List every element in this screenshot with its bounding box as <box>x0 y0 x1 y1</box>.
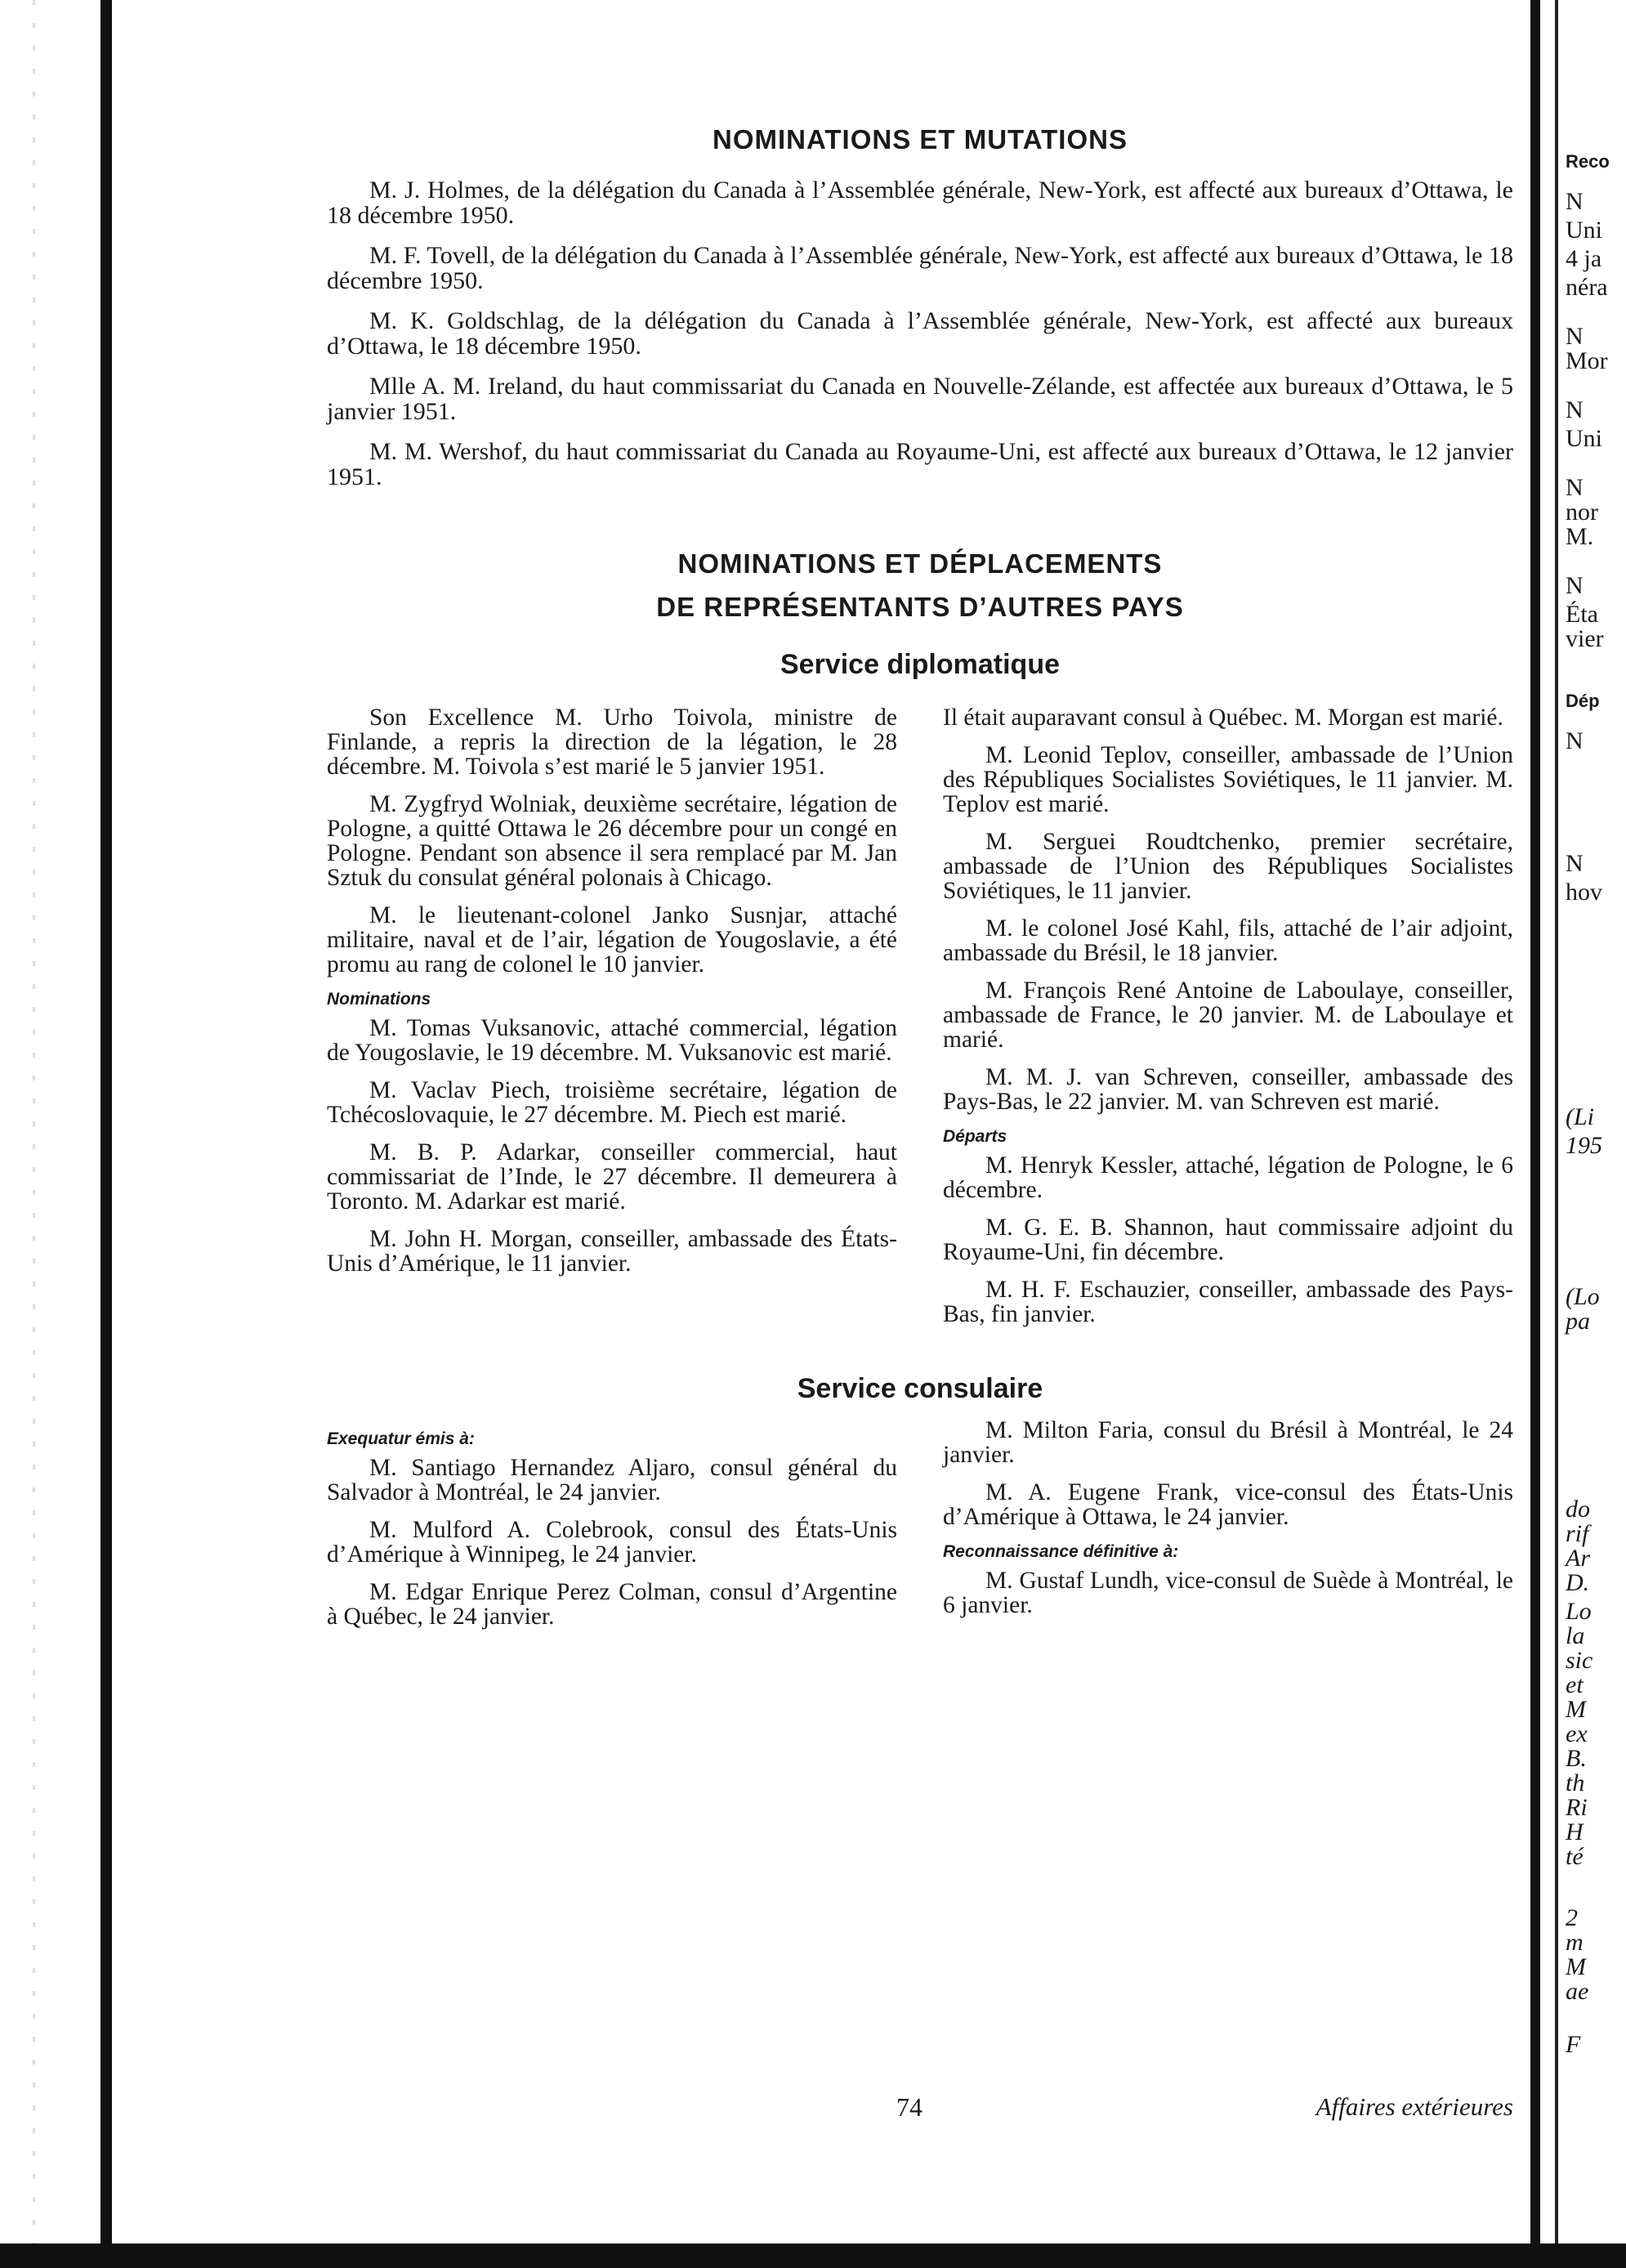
nomination-item: M. Serguei Roudtchenko, premier secrétaire, ambassade de l’Union des Républiques Socialistes Soviétiques, le 11 janvier. <box>943 828 1513 904</box>
adjacent-page-fragment: Mor <box>1566 347 1608 374</box>
mutation-paragraph: Mlle A. M. Ireland, du haut commissariat du Canada en Nouvelle-Zélande, est affectée aux bureaux d’Ottawa, le 5 janvier 1951. <box>327 372 1513 425</box>
subtitle-service-diplomatique: Service diplomatique <box>780 648 1060 680</box>
adjacent-page-fragment: N <box>1566 850 1584 877</box>
mutation-paragraph: M. J. Holmes, de la délégation du Canada à l’Assemblée générale, New-York, est affecté aux bureaux d’Ottawa, le 18 décembre 1950. <box>327 176 1513 229</box>
adjacent-page-fragment: N <box>1566 323 1584 350</box>
reconnaissance-item: M. Gustaf Lundh, vice-consul de Suède à Montréal, le 6 janvier. <box>943 1568 1513 1619</box>
binding-shadow-left <box>101 0 112 2268</box>
adjacent-page-fragment: N <box>1566 396 1584 423</box>
adjacent-page-fragment: B. <box>1566 1745 1587 1772</box>
section-title-nominations-mutations: NOMINATIONS ET MUTATIONS <box>712 124 1128 154</box>
nomination-item: M. John H. Morgan, conseiller, ambassade des États-Unis d’Amérique, le 11 janvier. <box>327 1225 897 1277</box>
adjacent-page-fragment: hov <box>1566 879 1602 906</box>
adjacent-page-fragment: 4 ja <box>1566 245 1602 272</box>
adjacent-page-fragment: Ri <box>1566 1794 1588 1821</box>
exequatur-item: M. Milton Faria, consul du Brésil à Montréal, le 24 janvier. <box>943 1417 1513 1469</box>
nomination-item: M. B. P. Adarkar, conseiller commercial, haut commissariat de l’Inde, le 27 décembre. Il demeurera à Toronto. M. Adarkar est marié. <box>327 1138 897 1215</box>
mutation-paragraph: M. K. Goldschlag, de la délégation du Canada à l’Assemblée générale, New-York, est affecté aux bureaux d’Ottawa, le 18 décembre 1950. <box>327 306 1513 360</box>
adjacent-page-fragment: néra <box>1566 274 1608 301</box>
adjacent-page-fragment: th <box>1566 1769 1585 1796</box>
exequatur-item: M. A. Eugene Frank, vice-consul des États-Unis d’Amérique à Ottawa, le 24 janvier. <box>943 1479 1513 1531</box>
nomination-item: M. le colonel José Kahl, fils, attaché de l’air adjoint, ambassade du Brésil, le 18 janvier. <box>943 915 1513 966</box>
adjacent-page-fragment: M <box>1566 1953 1586 1980</box>
adjacent-page-fragment: la <box>1566 1622 1585 1649</box>
adjacent-page-fragment: té <box>1566 1843 1584 1870</box>
section-title-deplacements-line1: NOMINATIONS ET DÉPLACEMENTS <box>677 548 1163 579</box>
section-title-deplacements-line2: DE REPRÉSENTANTS D’AUTRES PAYS <box>656 591 1184 622</box>
depart-item: M. H. F. Eschauzier, conseiller, ambassade des Pays-Bas, fin janvier. <box>943 1276 1513 1327</box>
adjacent-page-fragment: nor <box>1566 499 1598 526</box>
adjacent-page-fragment: N <box>1566 188 1584 215</box>
diplomatique-left-column <box>327 705 897 1340</box>
exequatur-item: M. Mulford A. Colebrook, consul des États-Unis d’Amérique à Winnipeg, le 24 janvier. <box>327 1517 897 1568</box>
adjacent-page-fragment: pa <box>1566 1308 1590 1335</box>
adjacent-page-fragment: Uni <box>1566 217 1602 244</box>
binding-line-right <box>1555 0 1558 2268</box>
adjacent-page-fragment: Ar <box>1566 1545 1590 1572</box>
exequatur-item: M. Edgar Enrique Perez Colman, consul d’Argentine à Québec, le 24 janvier. <box>327 1579 897 1631</box>
adjacent-page-fragment: 2 <box>1566 1904 1578 1931</box>
label-exequatur: Exequatur émis à: <box>327 1429 475 1449</box>
adjacent-page-fragment: N <box>1566 474 1584 501</box>
consulaire-columns <box>327 1418 1513 1642</box>
mutation-paragraph: M. F. Tovell, de la délégation du Canada à l’Assemblée générale, New-York, est affecté aux bureaux d’Ottawa, le 18 décembre 1950. <box>327 241 1513 294</box>
adjacent-page-fragment: Lo <box>1566 1598 1592 1625</box>
label-departs: Départs <box>943 1126 1007 1146</box>
depart-item: M. Henryk Kessler, attaché, légation de Pologne, le 6 décembre. <box>943 1152 1513 1203</box>
adjacent-page-fragment: N <box>1566 572 1584 599</box>
adjacent-page-fragment: ex <box>1566 1720 1588 1747</box>
subtitle-service-consulaire: Service consulaire <box>797 1372 1043 1404</box>
adjacent-page-fragment: N <box>1566 727 1584 754</box>
consulaire-left-column <box>327 1418 897 1642</box>
adjacent-page-fragment: Éta <box>1566 601 1598 628</box>
nominations-mutations-list <box>327 177 1513 490</box>
adjacent-page-fragment: (Lo <box>1566 1283 1600 1310</box>
adjacent-page-fragment: Reco <box>1566 151 1610 172</box>
nomination-item: M. M. J. van Schreven, conseiller, ambassade des Pays-Bas, le 22 janvier. M. van Schreven est marié. <box>943 1063 1513 1115</box>
depart-item: M. G. E. B. Shannon, haut commissaire adjoint du Royaume-Uni, fin décembre. <box>943 1214 1513 1265</box>
exequatur-item: M. Santiago Hernandez Aljaro, consul général du Salvador à Montréal, le 24 janvier. <box>327 1455 897 1506</box>
nomination-item: M. François René Antoine de Laboulaye, conseiller, ambassade de France, le 20 janvier. M. de Laboulaye et marié. <box>943 977 1513 1053</box>
adjacent-page-fragment: Uni <box>1566 425 1602 452</box>
nomination-item: M. Tomas Vuksanovic, attaché commercial, légation de Yougoslavie, le 19 décembre. M. Vuksanovic est marié. <box>327 1014 897 1066</box>
consulaire-right-column <box>943 1418 1513 1642</box>
diplomatique-right-column <box>943 705 1513 1340</box>
adjacent-page-fragment: M <box>1566 1696 1586 1723</box>
adjacent-page-fragment: F <box>1566 2031 1581 2058</box>
page-number: 74 <box>896 2092 922 2122</box>
scan-speckle <box>33 0 35 2268</box>
adjacent-page-fragment: Dép <box>1566 691 1600 711</box>
nomination-item-continued: Il était auparavant consul à Québec. M. Morgan est marié. <box>943 704 1503 731</box>
page-content <box>327 123 1513 1642</box>
nomination-item: M. Leonid Teplov, conseiller, ambassade de l’Union des Républiques Socialistes Soviétiques, le 11 janvier. M. Teplov est marié. <box>943 741 1513 817</box>
label-nominations: Nominations <box>327 989 431 1009</box>
diplomatique-paragraph: Son Excellence M. Urho Toivola, ministre de Finlande, a repris la direction de la légation, le 28 décembre. M. Toivola s’est marié le 5 janvier 1951. <box>327 704 897 780</box>
adjacent-page-fragment: rif <box>1566 1520 1589 1547</box>
adjacent-page-fragment: do <box>1566 1496 1590 1523</box>
diplomatique-columns <box>327 705 1513 1340</box>
adjacent-page-fragment: sic <box>1566 1647 1593 1674</box>
adjacent-page-fragment: et <box>1566 1671 1584 1698</box>
diplomatique-paragraph: M. le lieutenant-colonel Janko Susnjar, attaché militaire, naval et de l’air, légation de Yougoslavie, a été promu au rang de colonel le 10 janvier. <box>327 901 897 977</box>
adjacent-page-fragment: 195 <box>1566 1132 1602 1159</box>
adjacent-page-strip <box>1561 0 1626 2268</box>
nomination-item: M. Vaclav Piech, troisième secrétaire, légation de Tchécoslovaquie, le 27 décembre. M. Piech est marié. <box>327 1076 897 1128</box>
mutation-paragraph: M. M. Wershof, du haut commissariat du Canada au Royaume-Uni, est affecté aux bureaux d’Ottawa, le 12 janvier 1951. <box>327 437 1513 490</box>
binding-shadow-right <box>1530 0 1540 2268</box>
label-reconnaissance: Reconnaissance définitive à: <box>943 1542 1179 1562</box>
publication-title: Affaires extérieures <box>1316 2092 1513 2121</box>
scan-bottom-edge <box>0 2243 1626 2268</box>
adjacent-page-fragment: H <box>1566 1818 1584 1845</box>
adjacent-page-fragment: (Li <box>1566 1103 1595 1130</box>
adjacent-page-fragment: ae <box>1566 1978 1589 2005</box>
page-footer <box>327 2092 1513 2125</box>
diplomatique-paragraph: M. Zygfryd Wolniak, deuxième secrétaire, légation de Pologne, a quitté Ottawa le 26 décembre pour un congé en Pologne. Pendant son absence il sera remplacé par M. Jan Sztuk du consulat général polonais à Chicago. <box>327 790 897 891</box>
adjacent-page-fragment: vier <box>1566 625 1604 652</box>
adjacent-page-fragment: D. <box>1566 1569 1590 1596</box>
adjacent-page-fragment: m <box>1566 1929 1584 1956</box>
adjacent-page-fragment: M. <box>1566 523 1594 550</box>
